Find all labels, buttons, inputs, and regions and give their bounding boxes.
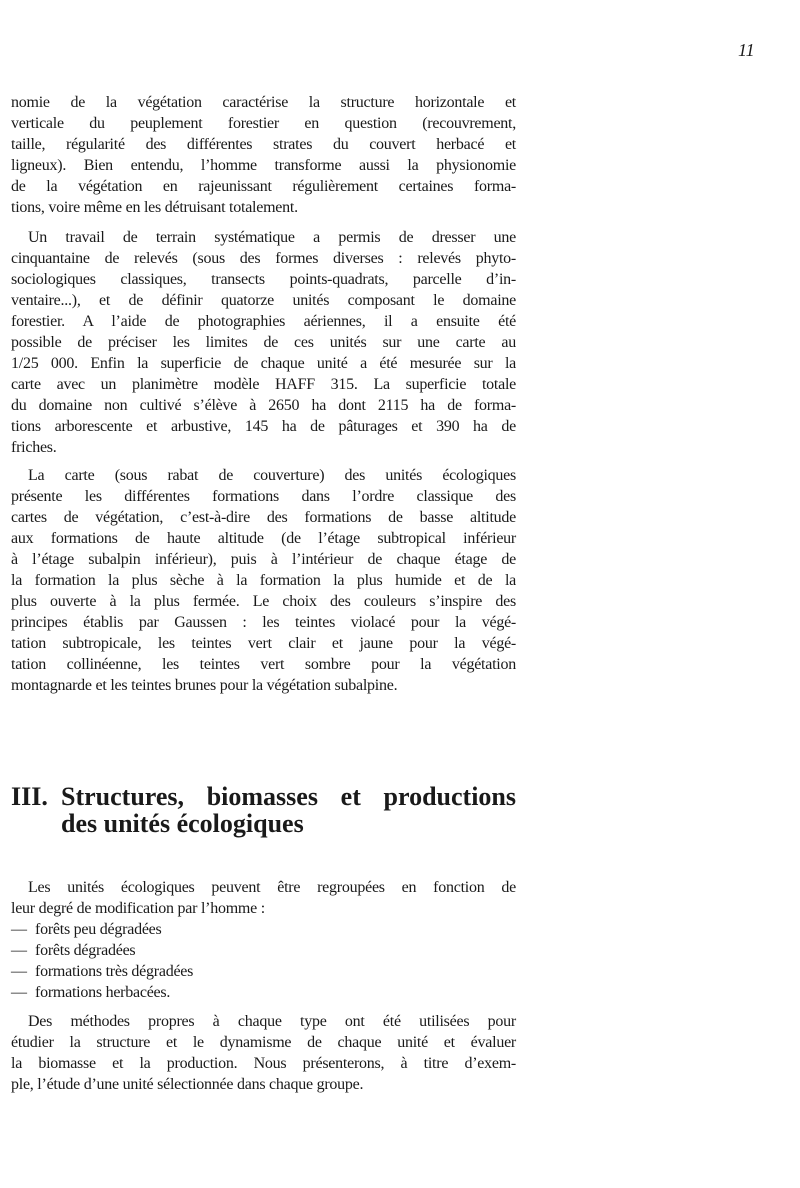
paragraph-2 [11, 227, 516, 458]
text-line: carte avec un planimètre modèle HAFF 315. La superficie totale [11, 376, 516, 393]
section-title-line-2: des unités écologiques [61, 809, 304, 838]
text-line: friches. [11, 439, 57, 456]
text-line: cinquantaine de relevés (sous des formes diverses : relevés phyto- [11, 250, 516, 267]
list-item [11, 961, 516, 982]
list-item [11, 940, 516, 961]
text-line: verticale du peuplement forestier en question (recouvrement, [11, 115, 516, 132]
text-line: de la végétation en rajeunissant régulièrement certaines forma- [11, 178, 516, 195]
text-line: Un travail de terrain systématique a permis de dresser une [28, 229, 516, 246]
text-line: du domaine non cultivé s’élève à 2650 ha dont 2115 ha de forma- [11, 397, 516, 414]
text-line: La carte (sous rabat de couverture) des unités écologiques [28, 467, 516, 484]
paragraph-3 [11, 465, 516, 696]
list-item-text: forêts peu dégradées [35, 921, 162, 938]
dash-bullet: — [11, 942, 27, 959]
section-heading [11, 783, 516, 837]
text-line: forestier. A l’aide de photographies aériennes, il a ensuite été [11, 313, 516, 330]
text-line: ligneux). Bien entendu, l’homme transforme aussi la physionomie [11, 157, 516, 174]
page-number: 11 [738, 40, 755, 60]
text-line: sociologiques classiques, transects points-quadrats, parcelle d’in- [11, 271, 516, 288]
dash-bullet: — [11, 963, 27, 980]
text-line: Les unités écologiques peuvent être regroupées en fonction de [28, 879, 516, 896]
text-line: leur degré de modification par l’homme : [11, 900, 265, 917]
intro-paragraph [11, 877, 516, 1003]
text-line: tions arborescente et arbustive, 145 ha de pâturages et 390 ha de [11, 418, 516, 435]
paragraph-1 [11, 92, 516, 218]
text-line: la formation la plus sèche à la formation la plus humide et de la [11, 572, 516, 589]
text-line: ventaire...), et de définir quatorze unités composant le domaine [11, 292, 516, 309]
text-line: tions, voire même en les détruisant totalement. [11, 199, 298, 216]
text-line: possible de préciser les limites de ces unités sur une carte au [11, 334, 516, 351]
list-item-text: formations herbacées. [35, 984, 171, 1001]
section-number: III. [11, 782, 48, 811]
list-item [11, 982, 516, 1003]
text-line: montagnarde et les teintes brunes pour la végétation subalpine. [11, 677, 398, 694]
text-line: tation subtropicale, les teintes vert clair et jaune pour la végé- [11, 635, 516, 652]
text-line: la biomasse et la production. Nous présenterons, à titre d’exem- [11, 1055, 516, 1072]
text-line: 1/25 000. Enfin la superficie de chaque unité a été mesurée sur la [11, 355, 516, 372]
dash-bullet: — [11, 984, 27, 1001]
text-line: taille, régularité des différentes strates du couvert herbacé et [11, 136, 516, 153]
dash-bullet: — [11, 921, 27, 938]
text-line: nomie de la végétation caractérise la structure horizontale et [11, 94, 516, 111]
text-line: principes établis par Gaussen : les teintes violacé pour la végé- [11, 614, 516, 631]
section-title-line-1: Structures, biomasses et productions [61, 782, 516, 811]
text-line: Des méthodes propres à chaque type ont été utilisées pour [28, 1013, 516, 1030]
text-line: aux formations de haute altitude (de l’étage subtropical inférieur [11, 530, 516, 547]
text-line: étudier la structure et le dynamisme de chaque unité et évaluer [11, 1034, 516, 1051]
text-line: cartes de végétation, c’est-à-dire des formations de basse altitude [11, 509, 516, 526]
list-item-text: forêts dégradées [35, 942, 136, 959]
text-line: ple, l’étude d’une unité sélectionnée dans chaque groupe. [11, 1076, 364, 1093]
text-line: tation collinéenne, les teintes vert sombre pour la végétation [11, 656, 516, 673]
closing-paragraph [11, 1011, 516, 1095]
text-line: présente les différentes formations dans l’ordre classique des [11, 488, 516, 505]
text-line: plus ouverte à la plus fermée. Le choix des couleurs s’inspire des [11, 593, 516, 610]
text-line: à l’étage subalpin inférieur), puis à l’intérieur de chaque étage de [11, 551, 516, 568]
list-item [11, 919, 516, 940]
list-item-text: formations très dégradées [35, 963, 194, 980]
